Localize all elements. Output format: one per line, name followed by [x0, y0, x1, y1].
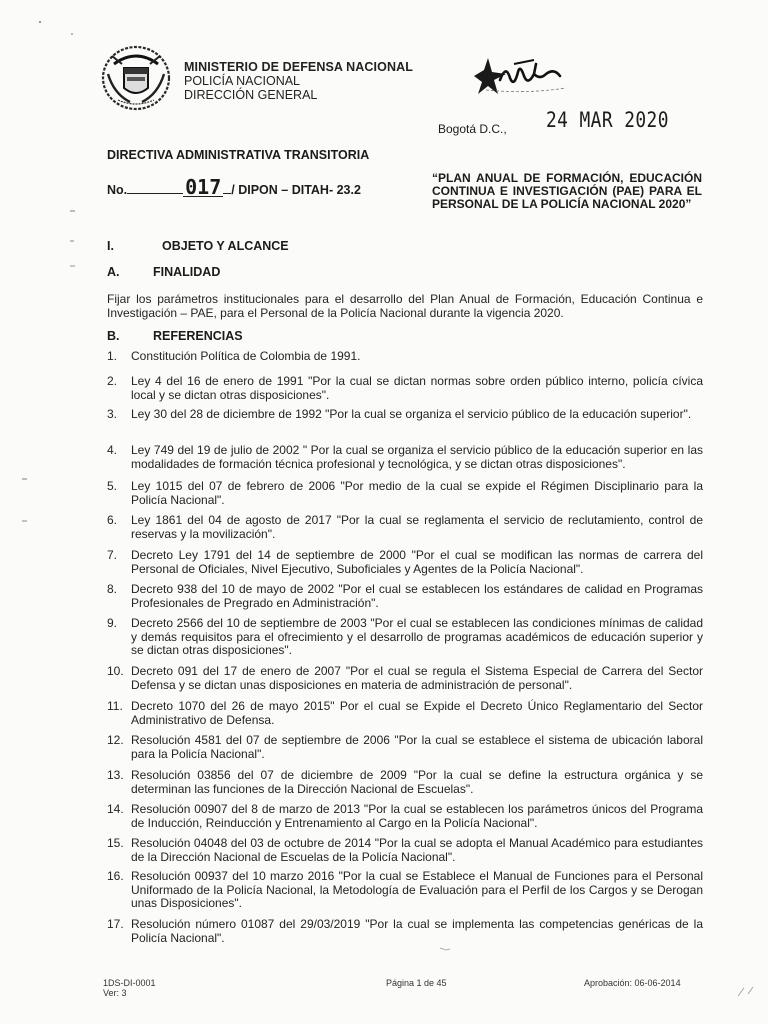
list-item: 16. Resolución 00937 del 10 marzo 2016 "Por la cual se Establece el Manual de Funciones para el Personal Uniformado de la Policía Nacional, la Metodología de Evaluación para el Perfil de los Cargos y se Derogan unas Disposiciones". — [107, 869, 703, 910]
list-item: 7. Decreto Ley 1791 del 14 de septiembre de 2000 "Por el cual se modifican las normas de carrera del Personal de Oficiales, Nivel Ejecutivo, Suboficiales y Agentes de la Policía Nacional". — [107, 548, 703, 576]
list-item: 3. Ley 30 del 28 de diciembre de 1992 "Por la cual se organiza el servicio público de la educación superior". — [107, 407, 692, 421]
approval-date: Aprobación: 06-06-2014 — [584, 978, 681, 988]
section-number: B. — [107, 329, 120, 343]
list-item: 4. Ley 749 del 19 de julio de 2002 " Por la cual se organiza el servicio público de la educación superior en las modalidades de formación técnica profesional y tecnológica, y se dictan otras disposiciones". — [107, 443, 703, 471]
list-item: 10. Decreto 091 del 17 de enero de 2007 "Por el cual se regula el Sistema Especial de Carrera del Sector Defensa y se dictan unas disposiciones en materia de administración de personal". — [107, 664, 703, 692]
section-heading-i — [107, 239, 289, 253]
directive-number: 017 — [185, 175, 222, 199]
section-heading-a — [107, 265, 220, 279]
document-code-block — [103, 978, 156, 998]
list-item: 14. Resolución 00907 del 8 de marzo de 2013 "Por la cual se establecen los parámetros únicos del Programa de Inducción, Reinducción y Entrenamiento al Cargo en la Policía Nacional". — [107, 802, 703, 830]
section-title: OBJETO Y ALCANCE — [162, 239, 289, 253]
letterhead — [184, 60, 413, 102]
section-title: FINALIDAD — [153, 265, 221, 279]
city: Bogotá D.C., — [438, 122, 507, 136]
list-item: 17. Resolución número 01087 del 29/03/2019 "Por la cual se implementa las competencias genéricas de la Policía Nacional". — [107, 917, 703, 945]
directive-code: / DIPON – DITAH- 23.2 — [231, 183, 361, 197]
police-name: POLICÍA NACIONAL — [184, 74, 301, 88]
direction-name: DIRECCIÓN GENERAL — [184, 88, 318, 102]
national-coat-of-arms-icon — [100, 44, 172, 114]
section-title: REFERENCIAS — [153, 329, 243, 343]
plan-title: “PLAN ANUAL DE FORMACIÓN, EDUCACIÓN CONTINUA E INVESTIGACIÓN (PAE) PARA EL PERSONAL DE LA POLICÍA NACIONAL 2020” — [432, 171, 702, 211]
list-item: 9. Decreto 2566 del 10 de septiembre de 2003 "Por el cual se establecen las condiciones mínimas de calidad y demás requisitos para el ofrecimiento y el desarrollo de programas académicos de educación superior y se dictan otras disposiciones". — [107, 616, 703, 657]
document-version: Ver: 3 — [103, 988, 127, 998]
section-heading-b — [107, 329, 243, 343]
ministry-name: MINISTERIO DE DEFENSA NACIONAL — [184, 60, 413, 74]
list-item: 12. Resolución 4581 del 07 de septiembre de 2006 "Por la cual se establece el sistema de ubicación laboral para la Policía Nacional". — [107, 733, 703, 761]
list-item: 6. Ley 1861 del 04 de agosto de 2017 "Por la cual se reglamenta el servicio de reclutamiento, control de reservas y la movilización". — [107, 513, 703, 541]
directive-title: DIRECTIVA ADMINISTRATIVA TRANSITORIA — [107, 148, 370, 162]
number-label: No. — [107, 183, 128, 197]
list-item: 2. Ley 4 del 16 de enero de 1991 "Por la cual se dictan normas sobre orden público interno, policía cívica local y se dictan otras disposiciones". — [107, 374, 703, 402]
list-item: 15. Resolución 04048 del 03 de octubre de 2014 "Por la cual se adopta el Manual Académico para estudiantes de la Dirección Nacional de Escuelas de la Policía Nacional". — [107, 836, 703, 864]
date-stamp: 24 MAR 2020 — [546, 108, 669, 132]
purpose-paragraph: Fijar los parámetros institucionales para el desarrollo del Plan Anual de Formación, Educación Continua e Investigación – PAE, para el Personal de la Policía Nacional durante la vigencia 2020. — [107, 292, 703, 320]
list-item: 5. Ley 1015 del 07 de febrero de 2006 "Por medio de la cual se expide el Régimen Disciplinario para la Policía Nacional". — [107, 479, 703, 507]
section-number: A. — [107, 265, 120, 279]
page-number: Página 1 de 45 — [386, 978, 447, 988]
list-item: 11. Decreto 1070 del 26 de mayo 2015" Por el cual se Expide el Decreto Único Reglamentario del Sector Administrativo de Defensa. — [107, 699, 703, 727]
list-item: 13. Resolución 03856 del 07 de diciembre de 2009 "Por la cual se define la estructura orgánica y se determinan las funciones de la Dirección Nacional de Escuelas". — [107, 768, 703, 796]
document-code: 1DS-DI-0001 — [103, 978, 156, 988]
directive-number-line — [107, 175, 361, 199]
handwritten-signature-icon — [466, 50, 574, 102]
section-number: I. — [107, 239, 114, 253]
list-item: 8. Decreto 938 del 10 de mayo de 2002 "Por el cual se establecen los estándares de calidad en Programas Profesionales de Pregrado en Administración". — [107, 582, 703, 610]
list-item: 1. Constitución Política de Colombia de 1991. — [107, 349, 361, 363]
